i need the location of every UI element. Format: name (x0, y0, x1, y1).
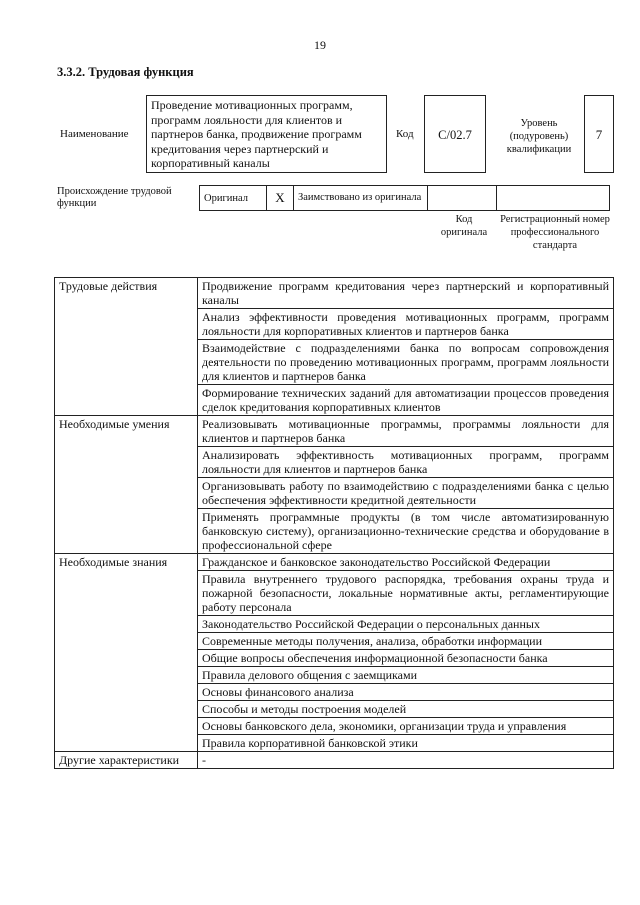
code-label: Код (396, 128, 414, 140)
borrowed-label: Заимствовано из оригинала (298, 192, 422, 203)
page-number: 19 (314, 38, 326, 52)
category-cell: Другие характеристики (55, 752, 198, 769)
original-mark: Х (275, 190, 285, 205)
code-original-label: Код оригинала (440, 214, 488, 238)
table-row (55, 752, 614, 769)
item-cell: Способы и методы построения моделей (198, 701, 614, 718)
item-cell: Современные методы получения, анализа, обработки информации (198, 633, 614, 650)
original-label: Оригинал (204, 192, 248, 204)
item-cell: Правила корпоративной банковской этики (198, 735, 614, 752)
borrowed-cell (294, 186, 428, 211)
item-cell: Взаимодействие с подразделениями банка по вопросам сопровождения деятельности по проведению мотивационных программ, программ лояльности для клиентов и партнеров банка (198, 340, 614, 385)
item-cell: Гражданское и банковское законодательство Российской Федерации (198, 554, 614, 571)
item-cell: Правила внутреннего трудового распорядка, требования охраны труда и пожарной безопасности, локальные нормативные акты, регламентирующие работу персонала (198, 571, 614, 616)
origin-table (199, 185, 610, 211)
item-cell: - (198, 752, 614, 769)
function-name-box: Проведение мотивационных программ, программ лояльности для клиентов и партнеров банка, продвижение программ кредитования через партнерский и корпоративный каналы (146, 95, 387, 173)
origin-label: Происхождение трудовой функции (57, 186, 172, 209)
item-cell: Организовывать работу по взаимодействию с подразделениями банка с целью обеспечения эффективности кредитной деятельности (198, 478, 614, 509)
original-mark-cell (267, 186, 294, 211)
table-row (55, 554, 614, 571)
code-original-cell (428, 186, 497, 211)
name-label: Наименование (60, 128, 129, 140)
function-details-table (54, 277, 614, 769)
table-row (55, 416, 614, 447)
item-cell: Общие вопросы обеспечения информационной безопасности банка (198, 650, 614, 667)
item-cell: Реализовывать мотивационные программы, программы лояльности для клиентов и партнеров банка (198, 416, 614, 447)
category-cell: Необходимые знания (55, 554, 198, 752)
item-cell: Основы финансового анализа (198, 684, 614, 701)
code-value-box: С/02.7 (424, 95, 486, 173)
table-row (55, 278, 614, 309)
item-cell: Анализировать эффективность мотивационных программ, программ лояльности для клиентов и партнеров банка (198, 447, 614, 478)
reg-number-cell (497, 186, 610, 211)
item-cell: Формирование технических заданий для автоматизации процессов проведения сделок кредитования корпоративных клиентов (198, 385, 614, 416)
item-cell: Продвижение программ кредитования через партнерский и корпоративный каналы (198, 278, 614, 309)
original-label-cell (200, 186, 267, 211)
item-cell: Применять программные продукты (в том числе автоматизированную банковскую систему), организационно-технические средства и оборудование в профессиональной сфере (198, 509, 614, 554)
item-cell: Анализ эффективности проведения мотивационных программ, программ лояльности для корпоративных клиентов и партнеров банка (198, 309, 614, 340)
reg-number-label: Регистрационный номер профессионального стандарта (500, 214, 610, 251)
qualification-level-box: 7 (584, 95, 614, 173)
item-cell: Основы банковского дела, экономики, организации труда и управления (198, 718, 614, 735)
category-cell: Необходимые умения (55, 416, 198, 554)
item-cell: Правила делового общения с заемщиками (198, 667, 614, 684)
category-cell: Трудовые действия (55, 278, 198, 416)
qualification-level-label: Уровень (подуровень) квалификации (506, 118, 572, 155)
section-title: 3.3.2. Трудовая функция (57, 65, 194, 79)
item-cell: Законодательство Российской Федерации о персональных данных (198, 616, 614, 633)
